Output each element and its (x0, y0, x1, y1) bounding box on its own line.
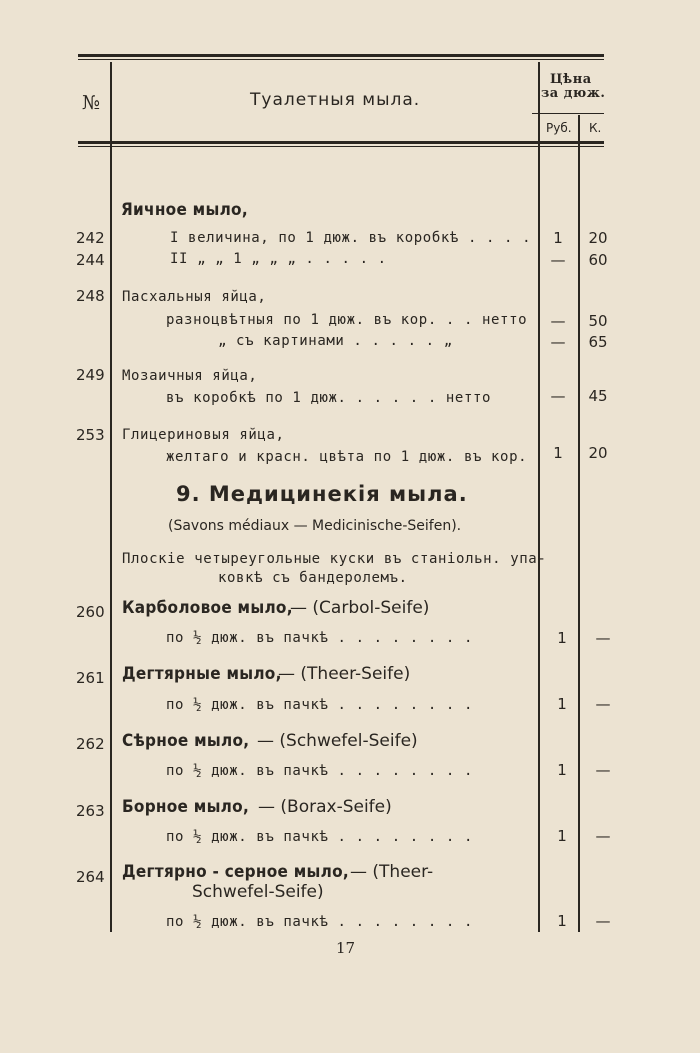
item-kop: — (595, 629, 611, 647)
item-name: Борное мыло, (122, 797, 250, 817)
section-note: ковкѣ съ бандеролемъ. (218, 570, 408, 586)
item-rub: 1 (557, 912, 567, 930)
top-rule-thin (78, 59, 604, 60)
item-kop: 65 (588, 333, 608, 351)
header-title: Туалетныя мыла. (250, 90, 421, 110)
item-number: 260 (76, 603, 105, 621)
header-rub: Руб. (546, 121, 572, 135)
top-rule-thick (78, 54, 604, 57)
header-price-label: Цѣна (550, 72, 592, 87)
item-number: 263 (76, 802, 105, 820)
item-kop: 60 (588, 251, 608, 269)
item-kop: 45 (588, 387, 608, 405)
item-text: I величина, по 1 дюж. въ коробкѣ . . . . (170, 230, 532, 246)
item-latin: — (Schwefel-Seife) (257, 731, 418, 751)
rub-column-line (578, 115, 580, 932)
header-price-unit: за дюж. (541, 86, 606, 101)
item-latin: — (Borax-Seife) (258, 797, 392, 817)
item-latin-continued: Schwefel-Seife) (192, 882, 324, 902)
desc-column-line (538, 62, 540, 932)
item-latin: — (Carbol-Seife) (290, 598, 430, 618)
item-name: Карболовое мыло, (122, 598, 293, 618)
item-rub: — (550, 387, 566, 405)
item-name: Дегтярные мыло, (122, 664, 282, 684)
group-heading: Яичное мыло, (121, 200, 248, 220)
item-rub: — (550, 251, 566, 269)
item-number: 261 (76, 669, 105, 687)
item-number: 244 (76, 251, 105, 269)
price-header-rule (532, 113, 604, 114)
item-number: 253 (76, 426, 105, 444)
item-kop: — (595, 827, 611, 845)
item-text: въ коробкѣ по 1 дюж. . . . . . нетто (166, 390, 492, 406)
item-text: разноцвѣтныя по 1 дюж. въ кор. . . нетто (166, 312, 528, 328)
item-number: 242 (76, 229, 105, 247)
item-number: 248 (76, 287, 105, 305)
item-rub: 1 (557, 827, 567, 845)
item-number: 264 (76, 868, 105, 886)
item-text: II „ „ 1 „ „ „ . . . . . (170, 251, 387, 267)
item-line: по ½ дюж. въ пачкѣ . . . . . . . . (166, 829, 473, 845)
item-line: по ½ дюж. въ пачкѣ . . . . . . . . (166, 630, 473, 646)
item-kop: — (595, 695, 611, 713)
item-rub: — (550, 333, 566, 351)
item-rub: 1 (553, 444, 563, 462)
section-note: Плоскіе четыреугольные куски въ станіольн. упа- (122, 551, 547, 567)
header-kop: К. (589, 121, 602, 135)
item-kop: 20 (588, 229, 608, 247)
page-number: 17 (336, 939, 356, 957)
item-latin: — (Theer-Seife) (278, 664, 411, 684)
section-title: 9. Медицинекія мыла. (176, 482, 468, 506)
num-column-line (110, 62, 112, 932)
item-kop: — (595, 912, 611, 930)
item-rub: 1 (557, 761, 567, 779)
item-text: желтаго и красн. цвѣта по 1 дюж. въ кор. (166, 449, 528, 465)
header-rule-thin (78, 146, 604, 147)
item-rub: — (550, 312, 566, 330)
item-line: по ½ дюж. въ пачкѣ . . . . . . . . (166, 697, 473, 713)
item-rub: 1 (553, 229, 563, 247)
item-number: 249 (76, 366, 105, 384)
item-name: Дегтярно - серное мыло, (122, 862, 349, 882)
item-text: Глицериновыя яйца, (122, 427, 285, 443)
section-subtitle: (Savons médiaux — Medicinische-Seifen). (168, 518, 462, 534)
header-number-label: № (82, 92, 100, 114)
item-line: по ½ дюж. въ пачкѣ . . . . . . . . (166, 914, 473, 930)
item-text: Пасхальныя яйца, (122, 289, 267, 305)
item-rub: 1 (557, 629, 567, 647)
item-text: Мозаичныя яйца, (122, 368, 258, 384)
item-name: Сѣрное мыло, (122, 731, 250, 751)
item-kop: 50 (588, 312, 608, 330)
item-kop: — (595, 761, 611, 779)
item-kop: 20 (588, 444, 608, 462)
item-rub: 1 (557, 695, 567, 713)
item-text: „ съ картинами . . . . . „ (218, 333, 453, 349)
item-line: по ½ дюж. въ пачкѣ . . . . . . . . (166, 763, 473, 779)
item-number: 262 (76, 735, 105, 753)
item-latin: — (Theer- (350, 862, 434, 882)
header-rule-thick (78, 141, 604, 144)
